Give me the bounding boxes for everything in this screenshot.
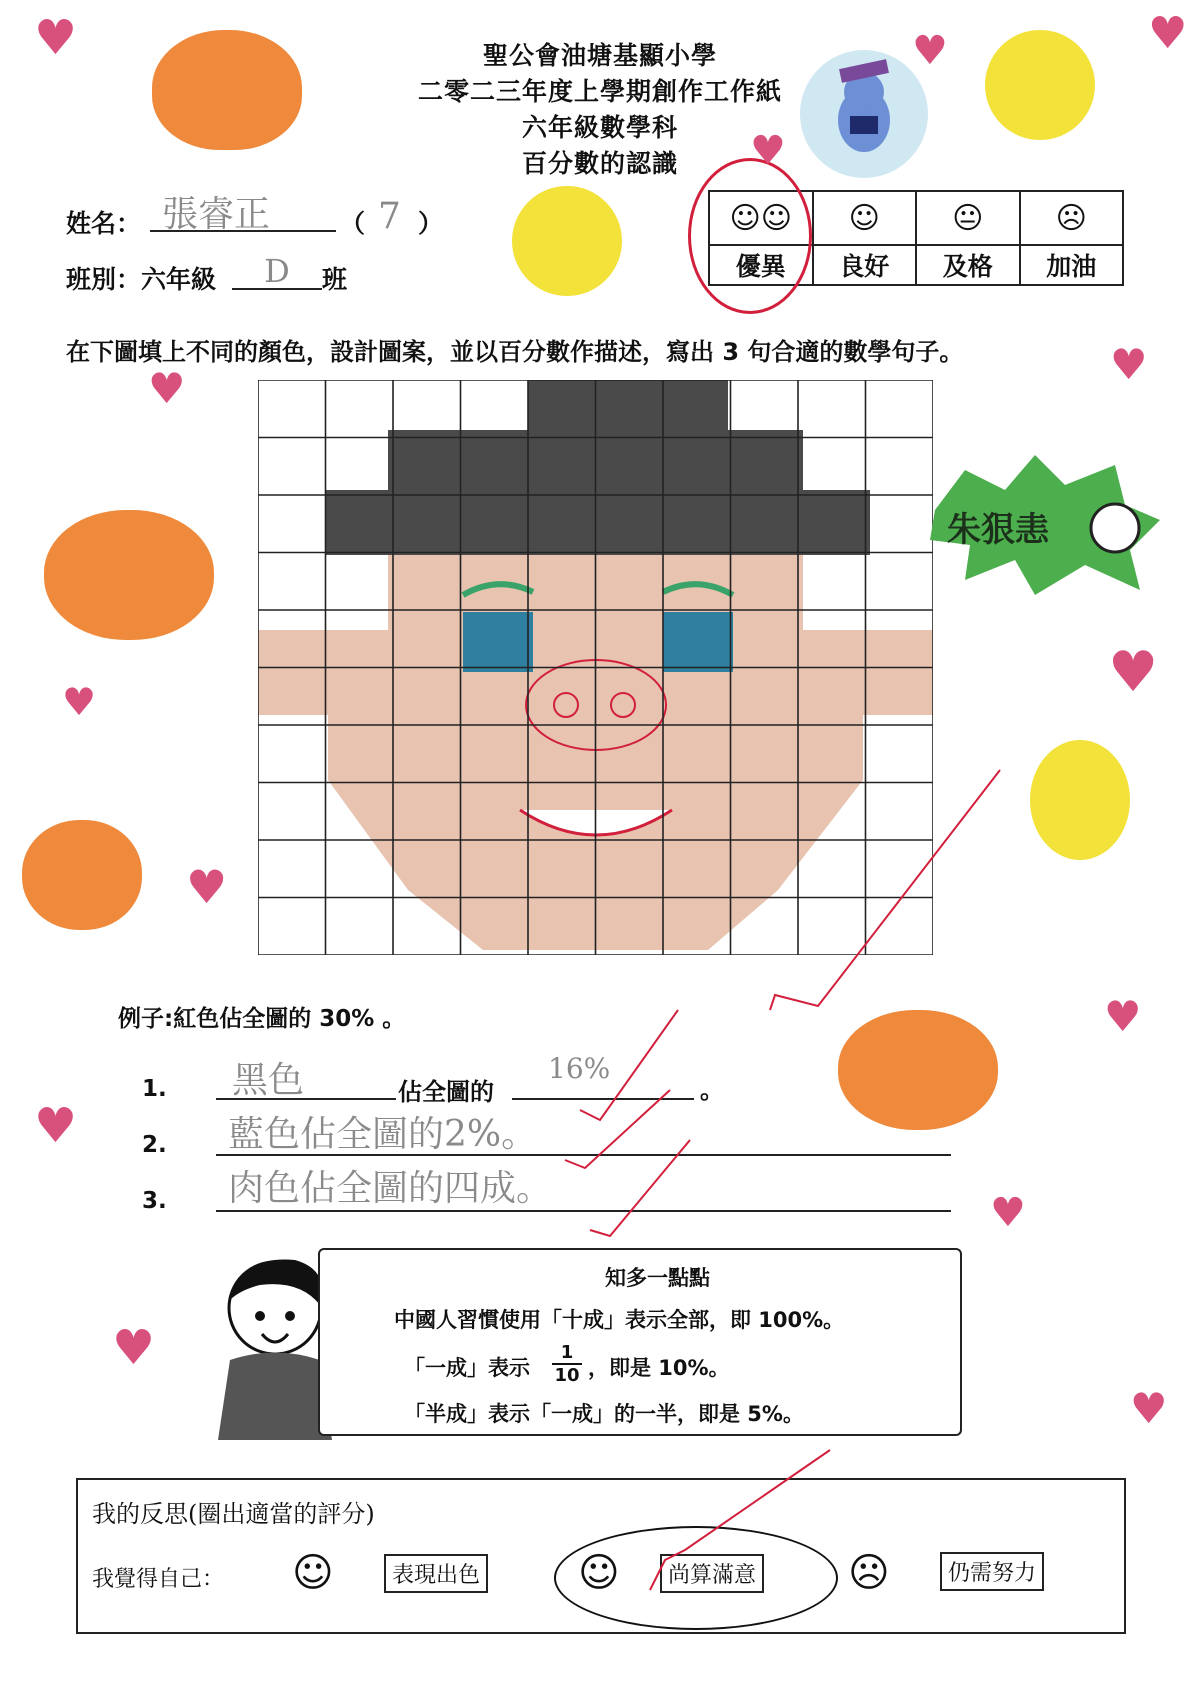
- knowledge-line-2b: ，即是 10%。: [588, 1356, 730, 1380]
- rating-label-good[interactable]: 良好: [813, 245, 917, 285]
- emoji-drawing-top-right: [985, 30, 1095, 140]
- sentence-1-mid: 佔全圖的: [398, 1078, 494, 1106]
- heart-icon: ♥: [1110, 340, 1148, 389]
- emoji-drawing-right: [1030, 740, 1130, 860]
- class-field[interactable]: [232, 252, 322, 290]
- heart-icon: ♥: [1148, 8, 1188, 59]
- school-name: 聖公會油塘基顯小學: [482, 41, 717, 70]
- rating-face-pass: 😐: [916, 191, 1020, 245]
- option-satisfied[interactable]: 尚算滿意: [660, 1554, 764, 1593]
- topic-title: 百分數的認識: [521, 149, 678, 178]
- sentence-3-number: 3.: [142, 1188, 167, 1214]
- class-label: 班別：六年級: [66, 265, 217, 294]
- sentence-1-end: 。: [700, 1076, 724, 1104]
- rating-label-try[interactable]: 加油: [1020, 245, 1124, 285]
- sentence-2-answer: 藍色佔全圖的2%。: [228, 1114, 538, 1155]
- knowledge-line-3: 「半成」表示「一成」的一半，即是 5%。: [404, 1402, 804, 1426]
- heart-icon: ♥: [186, 860, 228, 914]
- heart-icon: ♥: [148, 364, 186, 413]
- knowledge-line-1: 中國人習慣使用「十成」表示全部，即 100%。: [394, 1308, 845, 1332]
- emoji-drawing-center: [512, 186, 622, 296]
- rating-circle-mark: [688, 158, 812, 314]
- name-field[interactable]: [150, 186, 336, 235]
- number-open: （: [340, 209, 366, 238]
- rating-face-good: ☺: [813, 191, 917, 245]
- rating-label-pass[interactable]: 及格: [916, 245, 1020, 285]
- left-eye: [463, 612, 533, 672]
- worried-kid-icon: ☹: [848, 1550, 890, 1596]
- calm-kid-icon: ☺: [578, 1550, 620, 1596]
- knowledge-scroll: [318, 1248, 962, 1436]
- heart-icon: ♥: [990, 1190, 1026, 1236]
- right-eye: [663, 612, 733, 672]
- option-need-effort[interactable]: 仍需努力: [940, 1552, 1044, 1591]
- sentence-1-answer-a: 黑色: [232, 1060, 305, 1101]
- class-value: D: [264, 252, 290, 290]
- instruction-text: 在下圖填上不同的顏色，設計圖案，並以百分數作描述，寫出 3 句合適的數學句子。: [66, 338, 964, 366]
- number-value: 7: [378, 196, 401, 237]
- sentence-1-number: 1.: [142, 1076, 167, 1102]
- heart-icon: ♥: [1130, 1384, 1168, 1433]
- heart-icon: ♥: [34, 1098, 78, 1154]
- heart-icon: ♥: [34, 10, 78, 66]
- green-sticker: [925, 450, 1165, 600]
- heart-icon: ♥: [1104, 992, 1142, 1041]
- knowledge-title: 知多一點點: [605, 1266, 710, 1290]
- sticker-text: 朱狠恚: [947, 510, 1049, 550]
- cat-drawing-left-low: [22, 820, 142, 930]
- sentence-2-number: 2.: [142, 1132, 167, 1158]
- bear-sticker: [800, 50, 928, 178]
- sentence-1-field-a[interactable]: [216, 1052, 396, 1100]
- heart-icon: ♥: [112, 1320, 156, 1376]
- option-excellent[interactable]: 表現出色: [384, 1554, 488, 1593]
- heart-icon: ♥: [750, 128, 786, 174]
- cat-drawing-right: [838, 1010, 998, 1130]
- rating-face-excellent: ☺☺: [709, 191, 813, 245]
- fraction-denominator: 10: [554, 1365, 580, 1386]
- reflection-prompt: 我覺得自己：: [92, 1567, 225, 1592]
- heart-icon: ♥: [62, 680, 97, 724]
- teacher-check-marks: [560, 740, 1030, 1240]
- cat-drawing-top-left: [152, 30, 302, 150]
- reflection-box: [76, 1478, 1126, 1634]
- example-text: 例子:紅色佔全圖的 30% 。: [118, 1006, 406, 1032]
- name-label: 姓名：: [66, 209, 142, 238]
- heart-icon: ♥: [912, 28, 948, 74]
- fraction-one-tenth: [552, 1342, 582, 1386]
- term-title: 二零二三年度上學期創作工作紙: [417, 77, 782, 106]
- fraction-numerator: 1: [552, 1342, 582, 1365]
- subject-title: 六年級數學科: [521, 113, 678, 142]
- reflection-check-mark: [640, 1440, 840, 1600]
- rating-label-excellent[interactable]: 優異: [709, 245, 813, 285]
- name-value: 張睿正: [162, 194, 271, 235]
- knowledge-line-2a: 「一成」表示: [404, 1356, 530, 1380]
- number-close: ）: [418, 209, 444, 238]
- cat-drawing-left-mid: [44, 510, 214, 640]
- class-suffix: 班: [322, 265, 348, 294]
- sentence-3-answer: 肉色佔全圖的四成。: [228, 1168, 553, 1209]
- rating-face-try: ☹: [1020, 191, 1124, 245]
- sentence-1-answer-b: 16%: [548, 1052, 611, 1085]
- reflection-title: 我的反思(圈出適當的評分): [92, 1500, 375, 1528]
- heart-icon: ♥: [1108, 640, 1159, 705]
- happy-kid-icon: ☺: [292, 1550, 334, 1596]
